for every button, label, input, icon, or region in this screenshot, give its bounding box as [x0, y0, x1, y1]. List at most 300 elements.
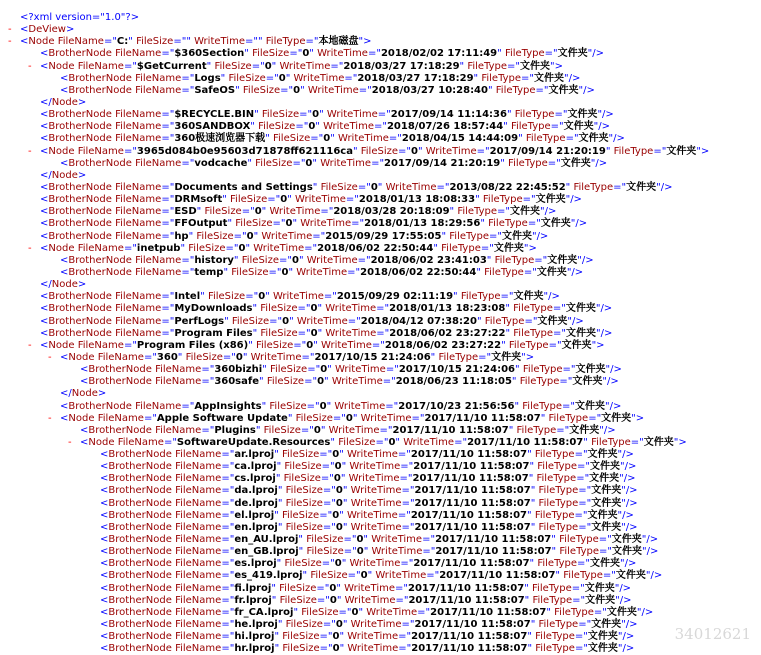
attr-value: 0 — [317, 376, 325, 388]
xml-line: - <Node FileName="C:" FileSize="" WriteTime="" FileType="本地磁盘"> — [8, 36, 372, 48]
tag-name: BrotherNode — [88, 364, 152, 376]
attr-name: FileName — [175, 643, 222, 655]
attr-value: 2018/01/13 18:23:08 — [389, 303, 506, 315]
attr-name: FileSize — [231, 266, 269, 278]
attr-value: 文件夹 — [501, 230, 532, 242]
collapse-toggle[interactable]: - — [48, 412, 52, 424]
tag-name: BrotherNode — [48, 121, 112, 133]
xml-line: - <Node FileName="inetpub" FileSize="0" WriteTime="2018/06/02 22:50:44" FileType="文件夹"> — [28, 242, 537, 254]
attr-name: FileName — [135, 157, 182, 169]
attr-name: WriteTime — [348, 473, 400, 485]
attr-name: WriteTime — [250, 351, 302, 363]
attr-name: FileSize — [295, 412, 333, 424]
close-tag-name: Node — [71, 388, 98, 400]
attr-name: FileSize — [188, 242, 226, 254]
xml-line: <BrotherNode FileName="en.lproj" FileSize="0" WriteTime="2017/11/10 11:58:07" FileType="文件夹"/> — [100, 521, 638, 533]
tag-name: Node — [88, 436, 115, 448]
attr-name: WriteTime — [371, 534, 423, 546]
collapse-toggle[interactable]: - — [28, 242, 32, 254]
attr-value: 文件夹 — [587, 449, 618, 461]
xml-line: <BrotherNode FileName="el.lproj" FileSize="0" WriteTime="2017/11/10 11:58:07" FileType="文件夹"/> — [100, 509, 634, 521]
attr-value: 0 — [323, 133, 331, 145]
attr-value: 文件夹 — [589, 461, 620, 473]
xml-tree-view — [0, 12, 761, 655]
attr-value: 0 — [313, 424, 321, 436]
attr-value: 文件夹 — [589, 473, 620, 485]
attr-name: FileName — [135, 400, 182, 412]
attr-name: FileSize — [260, 303, 298, 315]
attr-value: Logs — [194, 72, 221, 84]
attr-name: FileType — [559, 546, 600, 558]
tag-name: BrotherNode — [48, 218, 112, 230]
attr-value: Plugins — [214, 424, 256, 436]
attr-name: WriteTime — [350, 497, 402, 509]
attr-value: 文件夹 — [606, 606, 637, 618]
attr-name: FileType — [537, 461, 577, 473]
xml-line: <BrotherNode FileName="es.lproj" FileSize="0" WriteTime="2017/11/10 11:58:07" FileType="文件夹"/> — [100, 558, 637, 570]
attr-value: 文件夹 — [561, 339, 592, 351]
collapse-toggle[interactable]: - — [28, 145, 32, 157]
attr-name: FileSize — [306, 534, 344, 546]
xml-line: <BrotherNode FileName="vodcache" FileSize="0" WriteTime="2017/09/14 21:20:19" FileType="文件夹"/> — [60, 157, 608, 169]
attr-name: WriteTime — [279, 60, 331, 72]
attr-value: 2017/11/10 11:58:07 — [414, 619, 531, 631]
attr-name: FileType — [516, 424, 557, 436]
xml-line: <BrotherNode FileName="hi.lproj" FileSize="0" WriteTime="2017/11/10 11:58:07" FileType="文件夹"/> — [100, 631, 635, 643]
attr-value: 2018/02/02 17:11:49 — [380, 48, 498, 60]
attr-name: WriteTime — [344, 594, 396, 606]
attr-name: FileName — [115, 218, 162, 230]
attr-name: FileName — [135, 254, 182, 266]
xml-line: <BrotherNode FileName="Logs" FileSize="0" WriteTime="2018/03/27 17:18:29" FileType="文件夹"/> — [60, 72, 581, 84]
attr-value: 文件夹 — [536, 266, 567, 278]
attr-name: WriteTime — [293, 72, 345, 84]
tag-name: BrotherNode — [88, 424, 152, 436]
attr-value: 文件夹 — [563, 121, 594, 133]
attr-value: 2017/11/10 11:58:07 — [392, 424, 509, 436]
attr-name: FileType — [508, 339, 549, 351]
attr-name: FileName — [155, 376, 202, 388]
attr-name: FileType — [573, 181, 614, 193]
attr-value: 文件夹 — [548, 84, 579, 96]
attr-value: 0 — [310, 303, 318, 315]
attr-value: 文件夹 — [534, 72, 565, 84]
attr-name: WriteTime — [307, 84, 359, 96]
attr-value: 0 — [329, 594, 337, 606]
attr-name: FileName — [97, 412, 144, 424]
attr-name: WriteTime — [350, 521, 402, 533]
attr-value: 360极速浏览器下载 — [174, 133, 266, 145]
attr-name: WriteTime — [253, 242, 305, 254]
attr-name: FileSize — [281, 509, 320, 521]
attr-name: FileType — [457, 206, 498, 218]
collapse-toggle[interactable]: - — [8, 24, 12, 36]
attr-value: 文件夹 — [567, 109, 598, 121]
attr-value: 0 — [351, 606, 359, 618]
xml-line: <BrotherNode FileName="he.lproj" FileSize="0" WriteTime="2017/11/10 11:58:07" FileType="文件夹"/> — [100, 619, 638, 631]
attr-name: FileSize — [196, 230, 234, 242]
tag-name: BrotherNode — [68, 157, 132, 169]
attr-name: FileType — [538, 521, 579, 533]
attr-value: 2018/06/02 22:50:44 — [317, 242, 434, 254]
attr-name: WriteTime — [366, 606, 418, 618]
attr-name: FileName — [115, 194, 162, 206]
tag-name: BrotherNode — [108, 582, 172, 594]
attr-name: FileSize — [241, 254, 279, 266]
attr-value: 0 — [306, 339, 314, 351]
attr-value: 0 — [370, 181, 378, 193]
attr-value: $RECYCLE.BIN — [174, 109, 255, 121]
attr-name: WriteTime — [325, 327, 377, 339]
attr-name: FileSize — [260, 327, 298, 339]
attr-value: 2018/06/02 23:27:22 — [384, 339, 502, 351]
attr-value: 文件夹 — [575, 364, 606, 376]
attr-name: FileSize — [279, 594, 317, 606]
attr-name: WriteTime — [321, 339, 372, 351]
attr-value: 文件夹 — [612, 546, 643, 558]
tag-name: BrotherNode — [48, 133, 112, 145]
attr-value: 2017/10/15 21:24:06 — [398, 364, 516, 376]
attr-name: FileName — [115, 133, 162, 145]
attr-name: FileName — [77, 145, 124, 157]
attr-value: 2017/11/10 11:58:07 — [435, 534, 552, 546]
xml-line: </Node> — [40, 96, 87, 108]
attr-value: 2018/01/13 18:08:33 — [358, 194, 476, 206]
attr-name: FileSize — [284, 558, 322, 570]
xml-line: <BrotherNode FileName="Plugins" FileSize="0" WriteTime="2017/11/10 11:58:07" FileType="文件夹"/> — [80, 424, 616, 436]
attr-value: 0 — [335, 485, 343, 497]
attr-value: 文件夹 — [615, 570, 646, 582]
attr-value: 2017/11/10 11:58:07 — [410, 509, 528, 521]
attr-value: 文件夹 — [601, 412, 632, 424]
tag-name: Node — [68, 351, 95, 363]
xml-line: <BrotherNode FileName="PerfLogs" FileSize="0" WriteTime="2018/04/12 07:38:20" FileType="文件夹"/> — [40, 315, 584, 327]
attr-value: 0 — [285, 218, 293, 230]
tag-name: BrotherNode — [108, 594, 172, 606]
attr-name: WriteTime — [334, 364, 386, 376]
attr-name: FileType — [554, 606, 594, 618]
attr-value: 2017/09/14 21:20:19 — [384, 157, 501, 169]
attr-name: FileSize — [282, 631, 320, 643]
tag-name: BrotherNode — [108, 631, 172, 643]
attr-value: fr_CA.lproj — [234, 606, 294, 618]
attr-name: FileType — [484, 315, 525, 327]
tag-name: BrotherNode — [108, 485, 172, 497]
attr-value: FFOutput — [174, 218, 228, 230]
xml-line: <BrotherNode FileName="temp" FileSize="0" WriteTime="2018/06/02 22:50:44" FileType="文件夹"/> — [60, 266, 584, 278]
attr-name: FileSize — [310, 570, 348, 582]
attr-name: FileName — [175, 461, 222, 473]
attr-name: FileName — [97, 351, 144, 363]
attr-value: da.lproj — [234, 485, 278, 497]
attr-value: en_GB.lproj — [234, 546, 299, 558]
attr-name: FileName — [175, 619, 222, 631]
xml-line: </Node> — [60, 388, 107, 400]
attr-value: 文件夹 — [626, 181, 657, 193]
attr-name: FileType — [519, 376, 560, 388]
attr-value: 0 — [246, 230, 254, 242]
attr-name: FileSize — [252, 48, 290, 60]
attr-value: 0 — [281, 266, 289, 278]
tag-name: Node — [68, 412, 95, 424]
attr-value: Program Files (x86) — [136, 339, 249, 351]
attr-name: FileName — [155, 364, 202, 376]
attr-name: FileName — [77, 339, 124, 351]
attr-name: FileName — [117, 436, 164, 448]
xml-line: <BrotherNode FileName="SafeOS" FileSize="0" WriteTime="2018/03/27 10:28:40" FileType="文件夹"/> — [60, 84, 595, 96]
attr-value: 文件夹 — [565, 327, 596, 339]
attr-name: FileSize — [284, 461, 322, 473]
xml-line: <BrotherNode FileName="da.lproj" FileSize="0" WriteTime="2017/11/10 11:58:07" FileType="文件夹"/> — [100, 485, 638, 497]
collapse-toggle[interactable]: - — [8, 36, 12, 48]
attr-name: FileName — [115, 291, 162, 303]
attr-name: FileType — [508, 157, 548, 169]
attr-value: 0 — [332, 509, 340, 521]
attr-value: 0 — [320, 364, 328, 376]
xml-line: <BrotherNode FileName="360极速浏览器下载" FileSize="0" WriteTime="2018/04/15 14:44:09" FileType="文件夹"/> — [40, 133, 625, 145]
attr-name: WriteTime — [360, 412, 412, 424]
xml-line: - <Node FileName="$GetCurrent" FileSize="0" WriteTime="2018/03/27 17:18:29" FileType="文件夹"> — [28, 60, 564, 72]
attr-name: WriteTime — [325, 303, 377, 315]
attr-name: FileType — [460, 291, 501, 303]
attr-name: WriteTime — [349, 558, 401, 570]
attr-name: FileSize — [281, 449, 320, 461]
attr-name: FileType — [482, 194, 523, 206]
attr-name: WriteTime — [349, 461, 401, 473]
attr-name: WriteTime — [296, 315, 348, 327]
attr-value: 0 — [305, 157, 313, 169]
attr-name: FileType — [484, 266, 524, 278]
attr-value: 2017/11/10 11:58:07 — [435, 546, 552, 558]
attr-name: WriteTime — [350, 485, 402, 497]
attr-value: 文件夹 — [591, 497, 622, 509]
attr-name: FileName — [135, 72, 182, 84]
attr-name: WriteTime — [194, 36, 245, 48]
xml-line: - <Node FileName="SoftwareUpdate.Resources" FileSize="0" WriteTime="2017/11/10 11:58:07" FileType="文件夹"> — [68, 436, 687, 448]
attr-name: FileName — [175, 534, 222, 546]
attr-value: SoftwareUpdate.Resources — [176, 436, 331, 448]
xml-line: <BrotherNode FileName="ca.lproj" FileSize="0" WriteTime="2017/11/10 11:58:07" FileType="文件夹"/> — [100, 461, 637, 473]
attr-value: 0 — [332, 643, 340, 655]
attr-name: FileType — [481, 72, 522, 84]
xml-line: <BrotherNode FileName="Documents and Settings" FileSize="0" WriteTime="2013/08/22 22:45:52" FileType="文件夹"/> — [40, 181, 673, 193]
attr-name: WriteTime — [334, 400, 386, 412]
attr-value: Intel — [174, 291, 201, 303]
attr-value: 文件夹 — [491, 351, 522, 363]
attr-value: fi.lproj — [234, 582, 272, 594]
tag-name: BrotherNode — [68, 266, 132, 278]
attr-name: WriteTime — [347, 643, 399, 655]
attr-value: 文件夹 — [560, 157, 591, 169]
attr-value: 0 — [329, 582, 337, 594]
attr-name: FileType — [613, 145, 654, 157]
attr-value: 0 — [291, 254, 299, 266]
attr-name: FileSize — [204, 206, 242, 218]
attr-value: 文件夹 — [587, 509, 618, 521]
attr-value: 360bizhi — [214, 364, 263, 376]
tag-name: Node — [48, 60, 75, 72]
attr-value: de.lproj — [234, 497, 278, 509]
collapse-toggle[interactable]: - — [28, 60, 32, 72]
attr-value: 文件夹 — [578, 133, 609, 145]
xml-line: <BrotherNode FileName="en_GB.lproj" FileSize="0" WriteTime="2017/11/10 11:58:07" FileType="文件夹"/> — [100, 546, 659, 558]
attr-value: 0 — [335, 619, 343, 631]
attr-value: 文件夹 — [666, 145, 697, 157]
attr-value: 2018/03/27 10:28:40 — [371, 84, 488, 96]
tag-name: BrotherNode — [68, 254, 132, 266]
attr-name: FileType — [538, 485, 579, 497]
xml-line: <BrotherNode FileName="hp" FileSize="0" WriteTime="2015/09/29 17:55:05" FileType="文件夹"/> — [40, 230, 549, 242]
attr-name: WriteTime — [269, 206, 321, 218]
attr-name: FileType — [538, 619, 579, 631]
attr-value: 0 — [360, 570, 368, 582]
tag-name: Node — [48, 145, 75, 157]
xml-line: <BrotherNode FileName="360bizhi" FileSize="0" WriteTime="2017/10/15 21:24:06" FileType="文件夹"/> — [80, 364, 622, 376]
attr-name: WriteTime — [326, 109, 378, 121]
attr-value: en.lproj — [234, 521, 278, 533]
tag-name: BrotherNode — [108, 546, 172, 558]
attr-value: 文件夹 — [557, 48, 588, 60]
attr-value: 2018/03/28 20:18:09 — [333, 206, 450, 218]
attr-name: WriteTime — [344, 582, 396, 594]
tag-name: BrotherNode — [108, 643, 172, 655]
attr-value: 0 — [254, 206, 262, 218]
attr-name: FileName — [175, 546, 222, 558]
attr-name: FileType — [265, 36, 306, 48]
attr-value: 2018/04/12 07:38:20 — [360, 315, 477, 327]
attr-name: FileName — [115, 303, 162, 315]
xml-line: <BrotherNode FileName="ar.lproj" FileSize="0" WriteTime="2017/11/10 11:58:07" FileType="文件夹"/> — [100, 449, 634, 461]
attr-value: 文件夹 — [587, 643, 618, 655]
attr-name: FileName — [175, 509, 222, 521]
attr-value: AppInsights — [194, 400, 262, 412]
attr-name: FileName — [175, 570, 222, 582]
attr-name: FileSize — [235, 218, 273, 230]
attr-name: FileSize — [301, 606, 339, 618]
attr-value: 2017/11/10 11:58:07 — [414, 485, 531, 497]
attr-name: FileType — [536, 473, 577, 485]
attr-value: Program Files — [174, 327, 253, 339]
attr-value: 2017/11/10 11:58:07 — [408, 582, 525, 594]
attr-name: WriteTime — [385, 181, 437, 193]
attr-value: 文件夹 — [513, 291, 544, 303]
attr-value: 文件夹 — [585, 594, 616, 606]
attr-name: FileSize — [285, 485, 323, 497]
attr-value: temp — [194, 266, 224, 278]
attr-name: WriteTime — [347, 631, 399, 643]
attr-value: 0 — [308, 121, 316, 133]
attr-name: WriteTime — [347, 449, 398, 461]
attr-name: FileType — [532, 594, 573, 606]
attr-value: 文件夹 — [584, 582, 615, 594]
watermark: 34012621 — [674, 624, 751, 643]
attr-name: FileType — [449, 230, 489, 242]
attr-name: WriteTime — [350, 619, 402, 631]
attr-value: hp — [174, 230, 189, 242]
tag-name: Node — [48, 242, 75, 254]
attr-name: FileSize — [136, 36, 174, 48]
attr-name: FileSize — [269, 400, 307, 412]
attr-name: FileSize — [228, 72, 266, 84]
attr-name: WriteTime — [403, 436, 455, 448]
xml-line: <BrotherNode FileName="FFOutput" FileSize="0" WriteTime="2018/01/13 18:29:56" FileType="文件夹"/> — [40, 218, 588, 230]
attr-name: FileName — [175, 497, 222, 509]
attr-value: vodcache — [194, 157, 248, 169]
attr-value: 2018/06/02 23:27:22 — [389, 327, 506, 339]
attr-name: FileName — [77, 242, 124, 254]
attr-value: history — [194, 254, 234, 266]
tag-name: BrotherNode — [48, 48, 112, 60]
attr-name: FileType — [494, 254, 535, 266]
attr-name: FileName — [175, 485, 222, 497]
collapse-toggle[interactable]: - — [48, 351, 52, 363]
attr-name: FileSize — [266, 376, 305, 388]
attr-name: WriteTime — [323, 121, 374, 133]
tag-name: BrotherNode — [68, 400, 132, 412]
attr-value: 文件夹 — [572, 376, 603, 388]
attr-name: FileType — [513, 327, 553, 339]
attr-value: 0 — [282, 315, 290, 327]
xml-line: <BrotherNode FileName="$RECYCLE.BIN" FileSize="0" WriteTime="2017/09/14 11:14:36" FileType="文件夹"/> — [40, 109, 614, 121]
attr-value: 2018/01/13 18:29:56 — [364, 218, 481, 230]
attr-value: 本地磁盘 — [318, 36, 359, 48]
tag-name: BrotherNode — [108, 619, 172, 631]
attr-value: 360 — [156, 351, 178, 363]
attr-value: 文件夹 — [643, 436, 674, 448]
collapse-toggle[interactable]: - — [28, 339, 32, 351]
attr-name: FileType — [591, 436, 631, 448]
attr-value: DRMsoft — [174, 194, 223, 206]
attr-name: FileType — [534, 449, 575, 461]
attr-value: 0 — [293, 84, 301, 96]
tag-name: BrotherNode — [108, 521, 172, 533]
attr-value: 文件夹 — [590, 558, 621, 570]
attr-name: WriteTime — [375, 570, 427, 582]
attr-value: 2018/07/26 18:57:44 — [386, 121, 504, 133]
attr-value: 2017/11/10 11:58:07 — [467, 436, 584, 448]
attr-value: 2017/11/10 11:58:07 — [413, 558, 530, 570]
attr-name: FileType — [438, 351, 479, 363]
attr-value: 文件夹 — [611, 534, 642, 546]
attr-value: 2017/11/10 11:58:07 — [410, 449, 528, 461]
attr-value: 0 — [332, 449, 340, 461]
attr-name: WriteTime — [371, 546, 423, 558]
attr-value: 2013/08/22 22:45:52 — [449, 181, 566, 193]
attr-name: FileSize — [242, 84, 281, 96]
xml-line: <BrotherNode FileName="AppInsights" FileSize="0" WriteTime="2017/10/23 21:56:56" FileType="文件夹"/> — [60, 400, 622, 412]
attr-value: C: — [116, 36, 129, 48]
xml-line — [0, 12, 761, 24]
attr-name: FileSize — [230, 194, 268, 206]
tag-name: BrotherNode — [48, 303, 112, 315]
attr-name: FileName — [57, 36, 104, 48]
attr-value: 2015/09/29 02:11:19 — [336, 291, 454, 303]
attr-name: WriteTime — [346, 509, 398, 521]
attr-name: FileName — [135, 84, 182, 96]
xml-line: <BrotherNode FileName="Program Files" FileSize="0" WriteTime="2018/06/02 23:27:22" FileType="文件夹"/> — [40, 327, 613, 339]
attr-value: Apple Software Update — [156, 412, 288, 424]
attr-name: FileSize — [272, 133, 311, 145]
attr-value: 0 — [345, 412, 353, 424]
attr-name: WriteTime — [320, 157, 372, 169]
collapse-toggle[interactable]: - — [68, 436, 72, 448]
attr-value: es_419.lproj — [234, 570, 303, 582]
attr-name: FileSize — [282, 643, 320, 655]
attr-value: el.lproj — [234, 509, 275, 521]
attr-name: FileName — [175, 449, 222, 461]
attr-value: ESD — [174, 206, 197, 218]
attr-value: 0 — [334, 461, 342, 473]
